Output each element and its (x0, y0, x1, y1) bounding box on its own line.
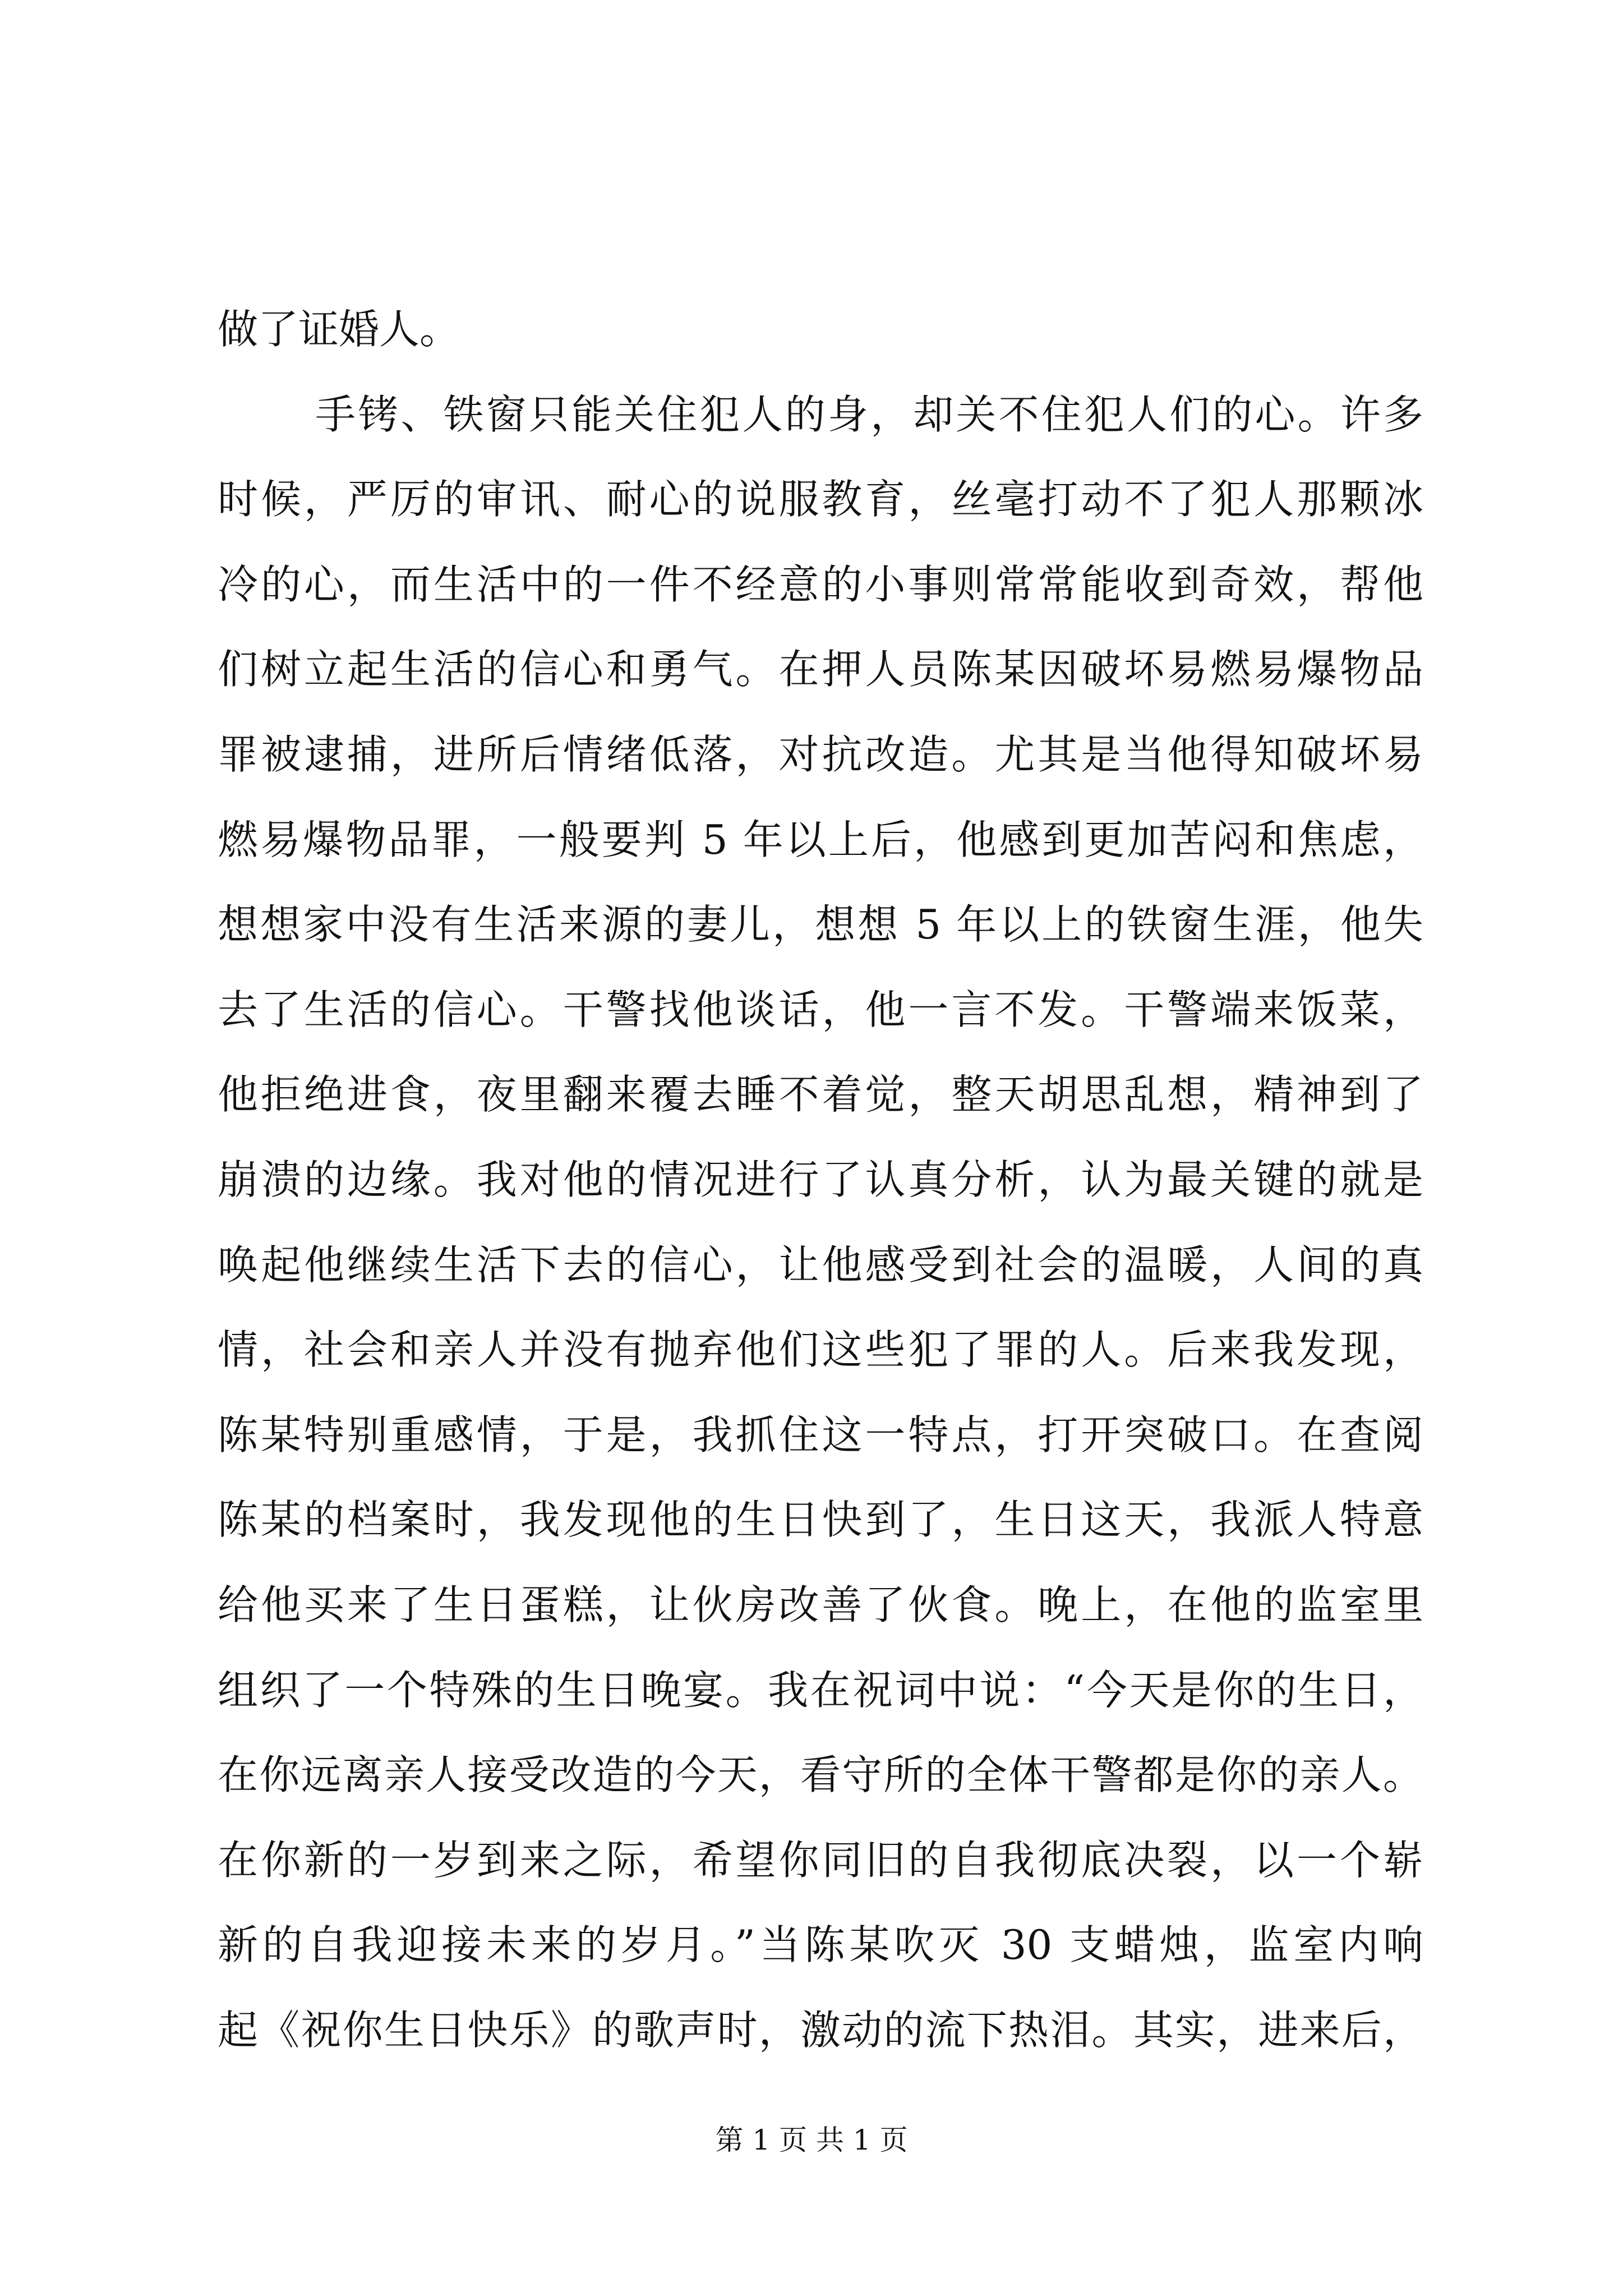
text-line: 组织了一个特殊的生日晚宴。我在祝词中说：“今天是你的生日， (218, 1666, 1423, 1714)
text-line: 时候，严厉的审讯、耐心的说服教育，丝毫打动不了犯人那颗冰 (218, 476, 1423, 523)
text-line: 罪被逮捕，进所后情绪低落，对抗改造。尤其是当他得知破坏易 (218, 730, 1423, 778)
body-text (218, 287, 1423, 2073)
text-line: 做了证婚人。 (218, 306, 460, 353)
text-line: 情，社会和亲人并没有抛弃他们这些犯了罪的人。后来我发现， (218, 1326, 1423, 1374)
text-line: 唤起他继续生活下去的信心，让他感受到社会的温暖，人间的真 (218, 1241, 1423, 1289)
text-line: 燃易爆物品罪，一般要判 5 年以上后，他感到更加苦闷和焦虑， (218, 816, 1423, 863)
text-line: 在你远离亲人接受改造的今天，看守所的全体干警都是你的亲人。 (218, 1751, 1423, 1799)
text-line: 手铐、铁窗只能关住犯人的身，却关不住犯人们的心。许多 (315, 390, 1423, 438)
text-line: 想想家中没有生活来源的妻儿，想想 5 年以上的铁窗生涯，他失 (218, 901, 1423, 949)
text-line: 们树立起生活的信心和勇气。在押人员陈某因破坏易燃易爆物品 (218, 646, 1423, 693)
text-line: 在你新的一岁到来之际，希望你同旧的自我彻底决裂，以一个崭 (218, 1836, 1423, 1884)
text-line: 起《祝你生日快乐》的歌声时，激动的流下热泪。其实，进来后， (218, 2006, 1423, 2054)
text-line: 他拒绝进食，夜里翻来覆去睡不着觉，整天胡思乱想，精神到了 (218, 1071, 1423, 1119)
text-line: 冷的心，而生活中的一件不经意的小事则常常能收到奇效，帮他 (218, 560, 1423, 608)
text-line: 给他买来了生日蛋糕，让伙房改善了伙食。晚上，在他的监室里 (218, 1581, 1423, 1628)
text-line: 陈某的档案时，我发现他的生日快到了，生日这天，我派人特意 (218, 1496, 1423, 1544)
text-line: 去了生活的信心。干警找他谈话，他一言不发。干警端来饭菜， (218, 986, 1423, 1033)
text-line: 新的自我迎接未来的岁月。”当陈某吹灭 30 支蜡烛，监室内响 (218, 1921, 1423, 1969)
text-line: 崩溃的边缘。我对他的情况进行了认真分析，认为最关键的就是 (218, 1156, 1423, 1203)
page-number-footer: 第 1 页 共 1 页 (715, 2124, 908, 2156)
text-line: 陈某特别重感情，于是，我抓住这一特点，打开突破口。在查阅 (218, 1411, 1423, 1458)
